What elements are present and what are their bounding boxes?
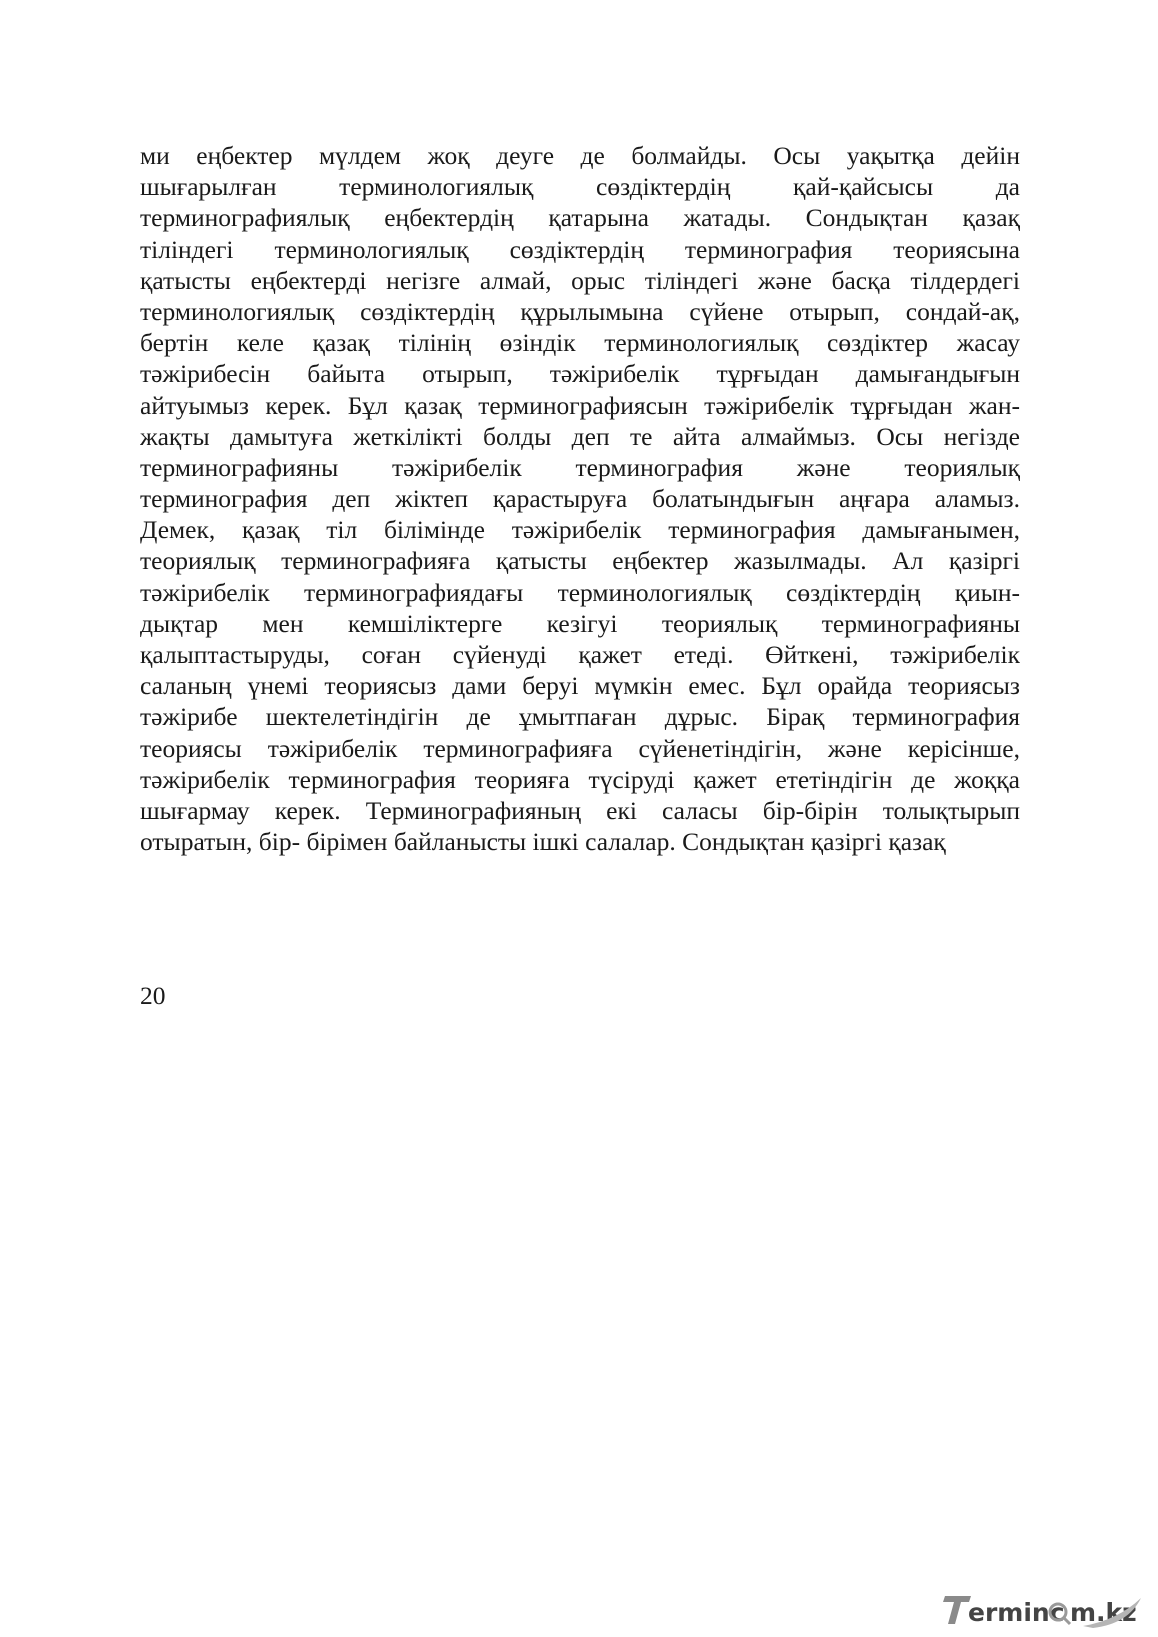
text-line: тәжірибелік терминографиядағы терминологиялық сөздіктердің қиын- xyxy=(140,577,1020,607)
text-line: қалыптастыруды, соған сүйенуді қажет етеді. Өйткені, тәжірибелік xyxy=(140,640,1020,669)
text-line: айтуымыз керек. Бұл қазақ терминографиясын тәжірибелік тұрғыдан жан- xyxy=(140,390,1020,420)
text-line: шығармау керек. Терминографияның екі саласы бір-бірін толықтырып xyxy=(140,795,1020,825)
text-line: терминографияны тәжірибелік терминография және теориялық xyxy=(140,452,1020,482)
text-line: отыратын, бір- бірімен байланысты ішкі салалар. Сондықтан қазіргі қазақ xyxy=(140,827,946,857)
text-line: ми еңбектер мүлдем жоқ деуге де болмайды. Осы уақытқа дейін xyxy=(140,141,1020,170)
text-line: тәжірибесін байыта отырып, тәжірибелік тұрғыдан дамығандығын xyxy=(140,359,1020,389)
text-line: терминологиялық сөздіктердің құрылымына сүйене отырып, сондай-ақ, xyxy=(140,296,1020,326)
text-line: Демек, қазақ тіл білімінде тәжірибелік терминография дамығанымен, xyxy=(140,515,1020,545)
text-line: теориясы тәжірибелік терминографияға сүйенетіндігін, және керісінше, xyxy=(140,733,1020,763)
svg-text:erminc: erminc xyxy=(968,1598,1065,1627)
text-line: жақты дамытуға жеткілікті болды деп те айта алмаймыз. Осы негізде xyxy=(140,421,1020,451)
text-line: теориялық терминографияға қатысты еңбектер жазылмады. Ал қазіргі xyxy=(140,546,1020,576)
text-line: терминографиялық еңбектердің қатарына жатады. Сондықтан қазақ xyxy=(140,203,1020,233)
page-number: 20 xyxy=(140,981,166,1010)
text-line: шығарылған терминологиялық сөздіктердің қай-қайсысы да xyxy=(140,172,1020,202)
text-line: саланың үнемі теориясыз дами беруі мүмкін емес. Бұл орайда теориясыз xyxy=(140,671,1020,701)
text-line: дықтар мен кемшіліктерге кезігуі теориялық терминографияны xyxy=(140,608,1020,638)
text-line: тіліндегі терминологиялық сөздіктердің терминография теориясына xyxy=(140,234,1020,264)
svg-text:m.kz: m.kz xyxy=(1070,1598,1137,1627)
watermark-logo xyxy=(943,1590,1143,1630)
text-line: тәжірибелік терминография теорияға түсіруді қажет ететіндігін де жоққа xyxy=(140,764,1020,794)
text-line: тәжірибе шектелетіндігін де ұмытпаған дұрыс. Бірақ терминография xyxy=(140,702,1020,732)
text-line: бертін келе қазақ тілінің өзіндік терминологиялық сөздіктер жасау xyxy=(140,328,1020,358)
body-text xyxy=(140,140,1020,857)
text-line: қатысты еңбектерді негізге алмай, орыс тіліндегі және басқа тілдердегі xyxy=(140,265,1020,295)
text-line: терминография деп жіктеп қарастыруға болатындығын аңғара аламыз. xyxy=(140,484,1020,514)
